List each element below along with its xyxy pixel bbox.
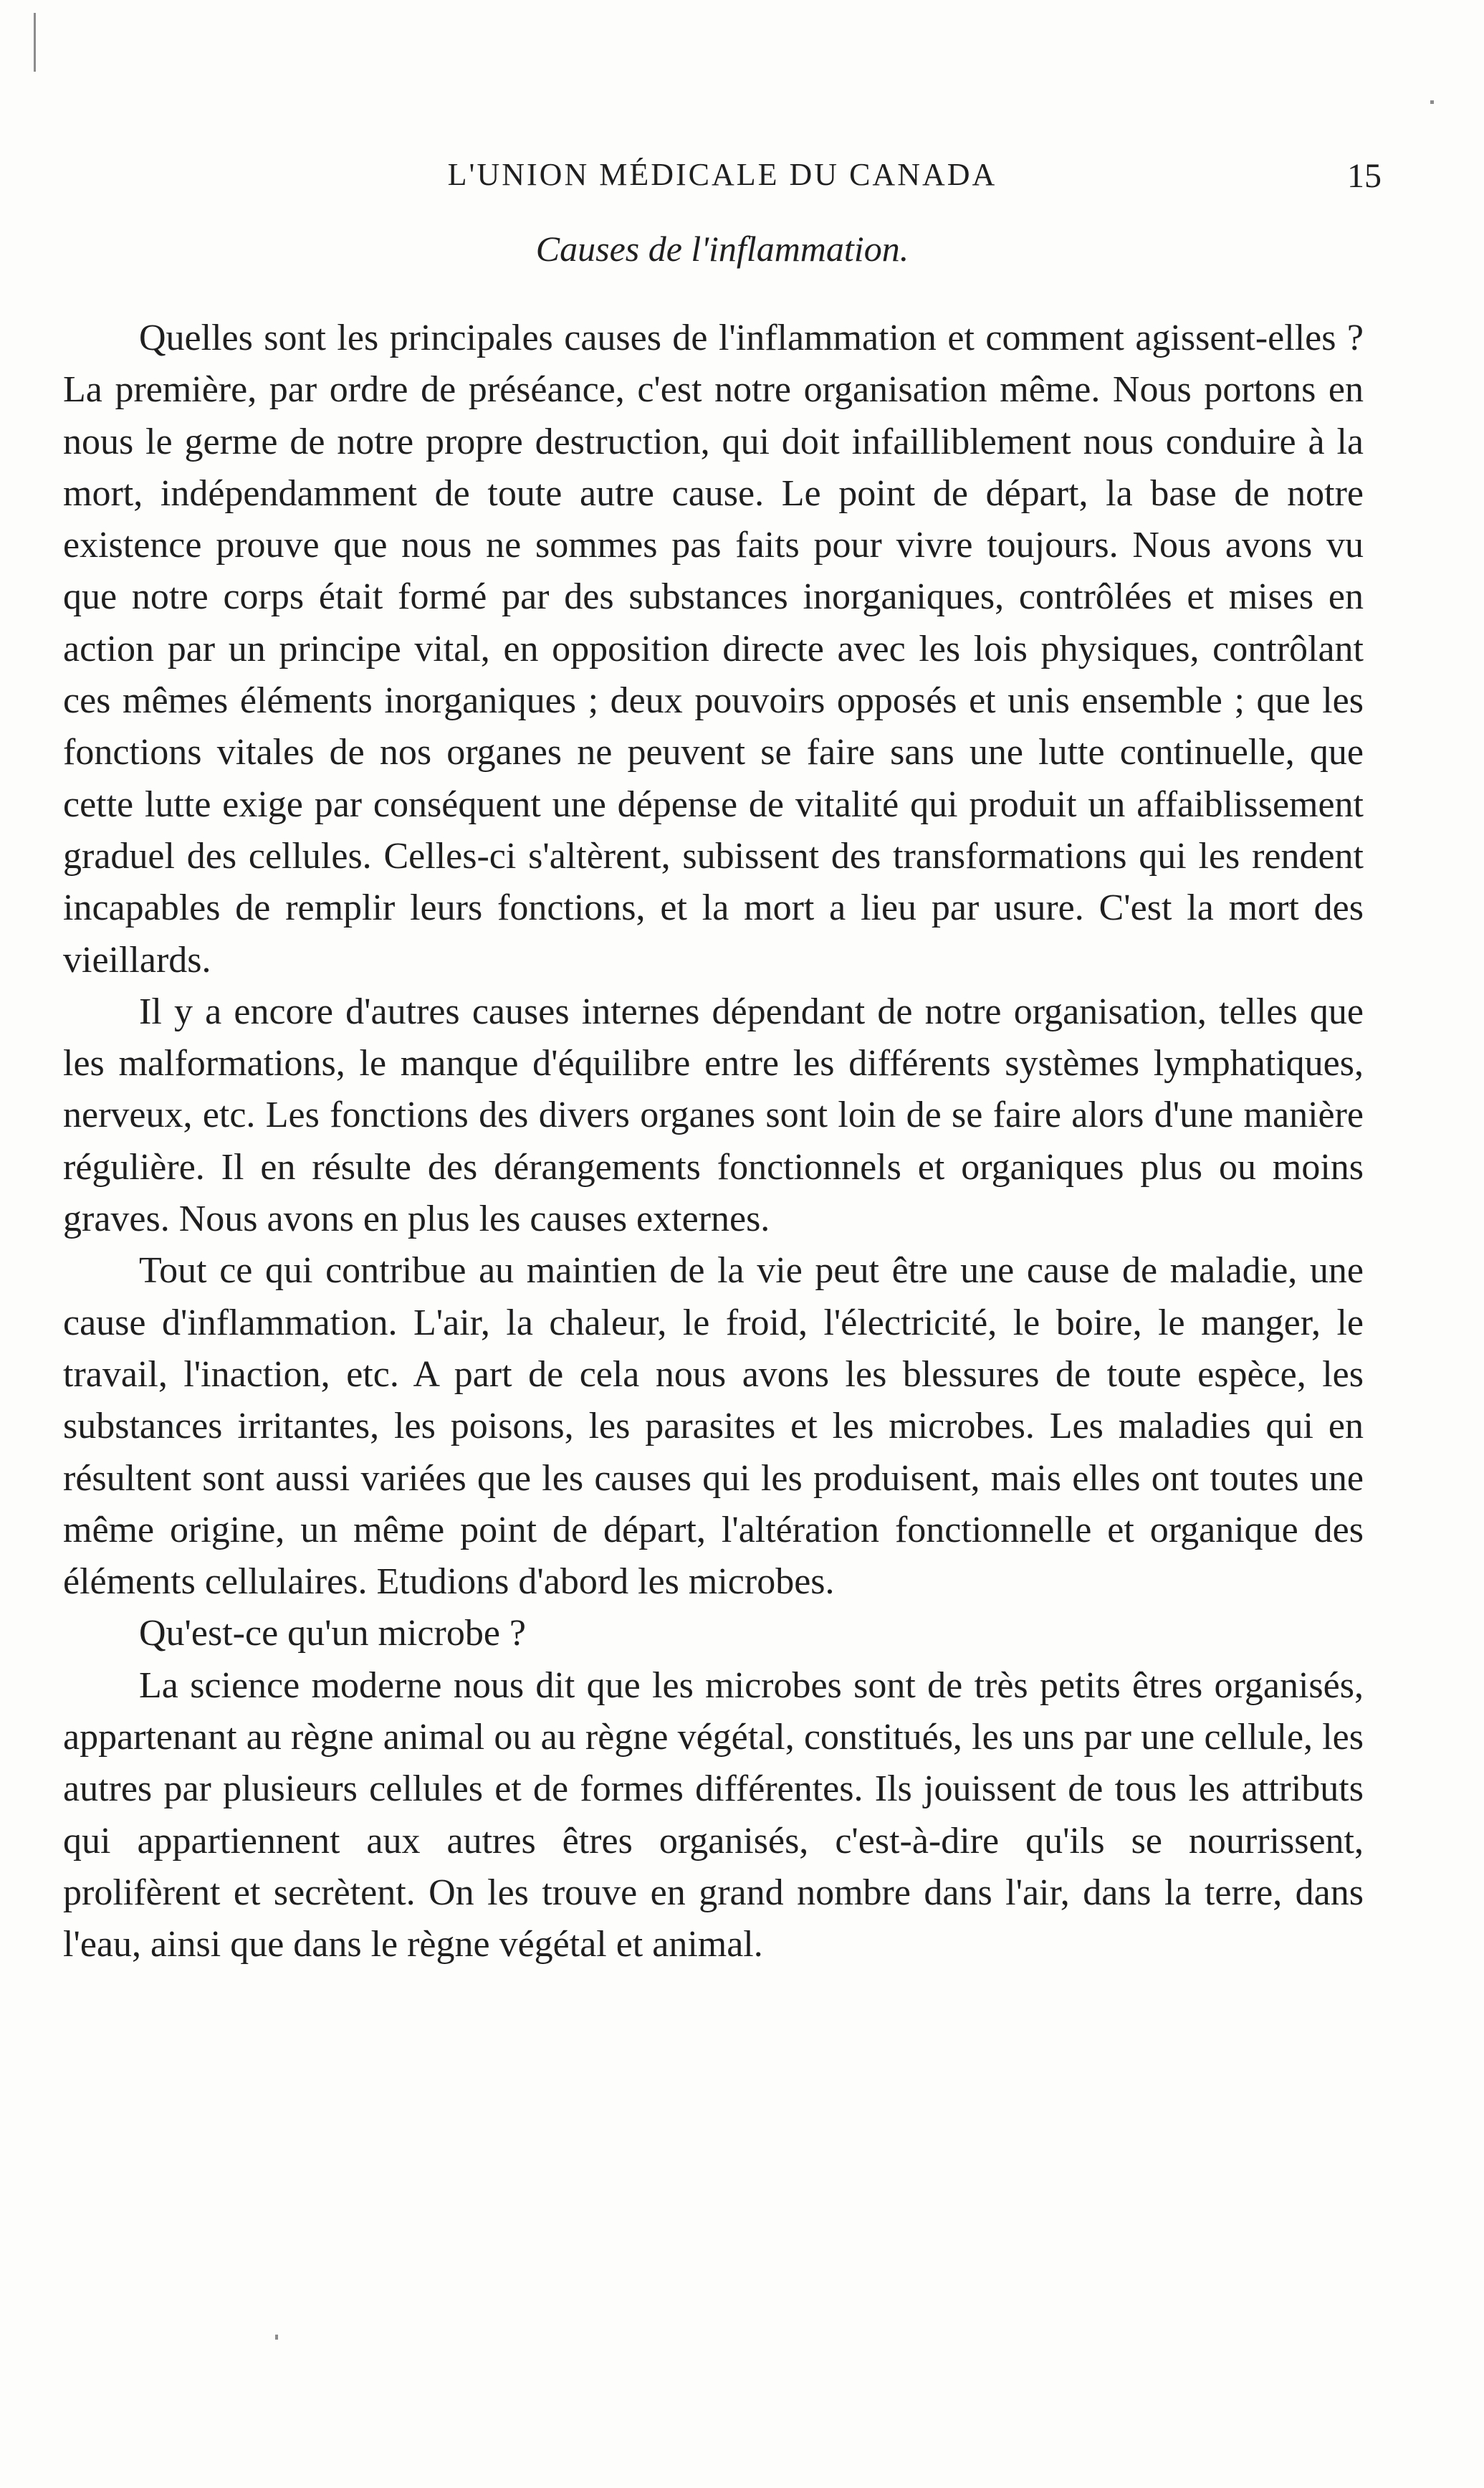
paragraph-external-causes: Tout ce qui contribue au maintien de la vie peut être une cause de maladie, une cause d'inflammation. L'air, la chaleur, le froid, l'électricité, le boire, le manger, le travail, l'inaction, etc. A part de cela nous avons les blessures de toute espèce, les substances irritantes, les poisons, les parasites et les microbes. Les maladies qui en résultent sont aussi variées que les causes qui les produisent, mais elles ont toutes une même origine, un même point de départ, l'altération fonctionnelle et organique des éléments cellulaires. Etudions d'abord les microbes. <box>63 1250 1364 1603</box>
running-head <box>63 156 1382 202</box>
corner-mark <box>1430 100 1434 104</box>
article-body <box>63 313 1364 1971</box>
binding-mark <box>34 13 36 72</box>
page-number: 15 <box>1347 157 1382 195</box>
paragraph-organisation: Quelles sont les principales causes de l'inflammation et comment agissent-elles ? La première, par ordre de préséance, c'est notre organisation même. Nous portons en nous le germe de notre propre destruction, qui doit infailliblement nous conduire à la mort, indépendamment de toute autre cause. Le point de départ, la base de notre existence prouve que nous ne sommes pas faits pour vivre toujours. Nous avons vu que notre corps était formé par des substances inorganiques, contrôlées et mises en action par un principe vital, en opposition directe avec les lois physiques, contrôlant ces mêmes éléments inorganiques ; deux pouvoirs opposés et unis ensemble ; que les fonctions vitales de nos organes ne peuvent se faire sans une lutte continuelle, que cette lutte exige par conséquent une dépense de vitalité qui produit un affaiblissement graduel des cellules. Celles-ci s'altèrent, subissent des transformations qui les rendent incapables de remplir leurs fonctions, et la mort a lieu par usure. C'est la mort des vieillards. <box>63 318 1364 981</box>
paragraph-internal-causes: Il y a encore d'autres causes internes dépendant de notre organisation, telles que les malformations, le manque d'équilibre entre les différents systèmes lymphatiques, nerveux, etc. Les fonctions des divers organes sont loin de se faire alors d'une manière régulière. Il en résulte des dérangements fonctionnels et organiques plus ou moins graves. Nous avons en plus les causes externes. <box>63 991 1364 1240</box>
journal-title: L'UNION MÉDICALE DU CANADA <box>447 157 997 192</box>
paragraph-question: Qu'est-ce qu'un microbe ? <box>139 1613 526 1654</box>
ink-speck <box>275 2335 278 2340</box>
section-title: Causes de l'inflammation. <box>535 229 909 269</box>
paragraph-microbes: La science moderne nous dit que les microbes sont de très petits êtres organisés, appartenant au règne animal ou au règne végétal, constitués, les uns par une cellule, les autres par plusieurs cellules et de formes différentes. Ils jouissent de tous les attributs qui appartiennent aux autres êtres organisés, c'est-à-dire qu'ils se nourrissent, prolifèrent et secrètent. On les trouve en grand nombre dans l'air, dans la terre, dans l'eau, ainsi que dans le règne végétal et animal. <box>63 1664 1364 1965</box>
